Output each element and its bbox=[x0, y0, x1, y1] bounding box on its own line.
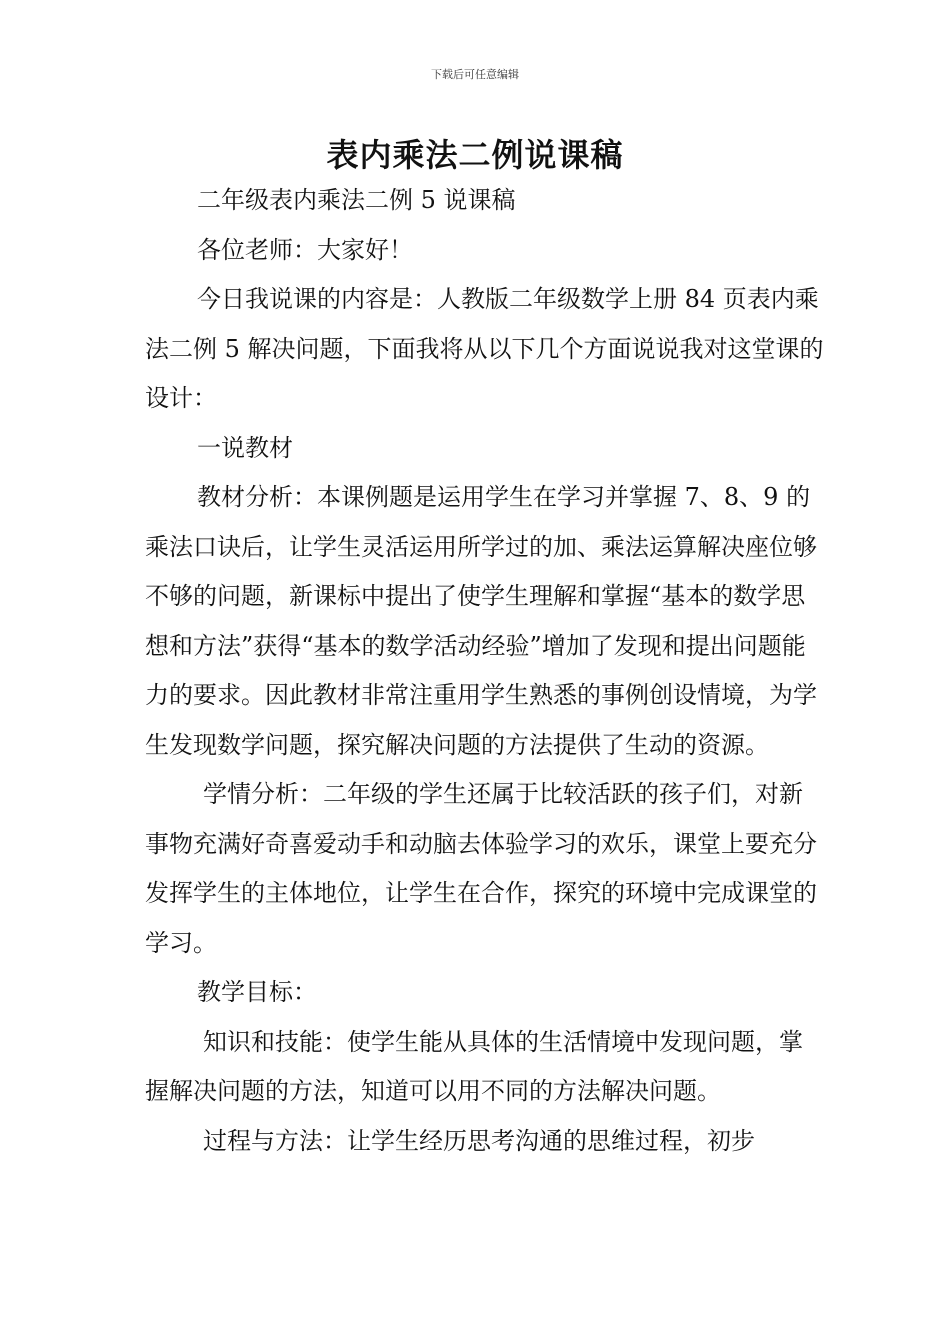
paragraph-knowledge-skills: 知识和技能：使学生能从具体的生活情境中发现问题，掌握解决问题的方法，知道可以用不同的方法解决问题。 bbox=[145, 1027, 803, 1105]
paragraph-student-analysis: 学情分析：二年级的学生还属于比较活跃的孩子们，对新事物充满好奇喜爱动手和动脑去体验学习的欢乐，课堂上要充分发挥学生的主体地位，让学生在合作，探究的环境中完成课堂的学习。 bbox=[145, 780, 817, 957]
document-body bbox=[145, 176, 825, 1166]
paragraph-intro: 今日我说课的内容是：人教版二年级数学上册 84 页表内乘法二例 5 解决问题，下面我将从以下几个方面说说我对这堂课的设计： bbox=[145, 285, 824, 412]
header-note: 下载后可任意编辑 bbox=[431, 68, 519, 81]
paragraph-textbook-analysis: 教材分析：本课例题是运用学生在学习并掌握 7、8、9 的乘法口诀后，让学生灵活运用所学过的加、乘法运算解决座位够不够的问题，新课标中提出了使学生理解和掌握“基本的数学思想和方法”获得“基本的数学活动经验”增加了发现和提出问题能力的要求。因此教材非常注重用学生熟悉的事例创设情境，为学生发现数学问题，探究解决问题的方法提供了生动的资源。 bbox=[145, 483, 817, 759]
document-title: 表内乘法二例说课稿 bbox=[326, 136, 624, 174]
paragraph-subtitle: 二年级表内乘法二例 5 说课稿 bbox=[197, 186, 516, 214]
paragraph-teaching-goals: 教学目标： bbox=[197, 978, 317, 1006]
paragraph-greeting: 各位老师：大家好！ bbox=[197, 235, 413, 264]
paragraph-section-heading: 一说教材 bbox=[197, 433, 293, 462]
paragraph-process-method: 过程与方法：让学生经历思考沟通的思维过程，初步 bbox=[203, 1126, 755, 1155]
